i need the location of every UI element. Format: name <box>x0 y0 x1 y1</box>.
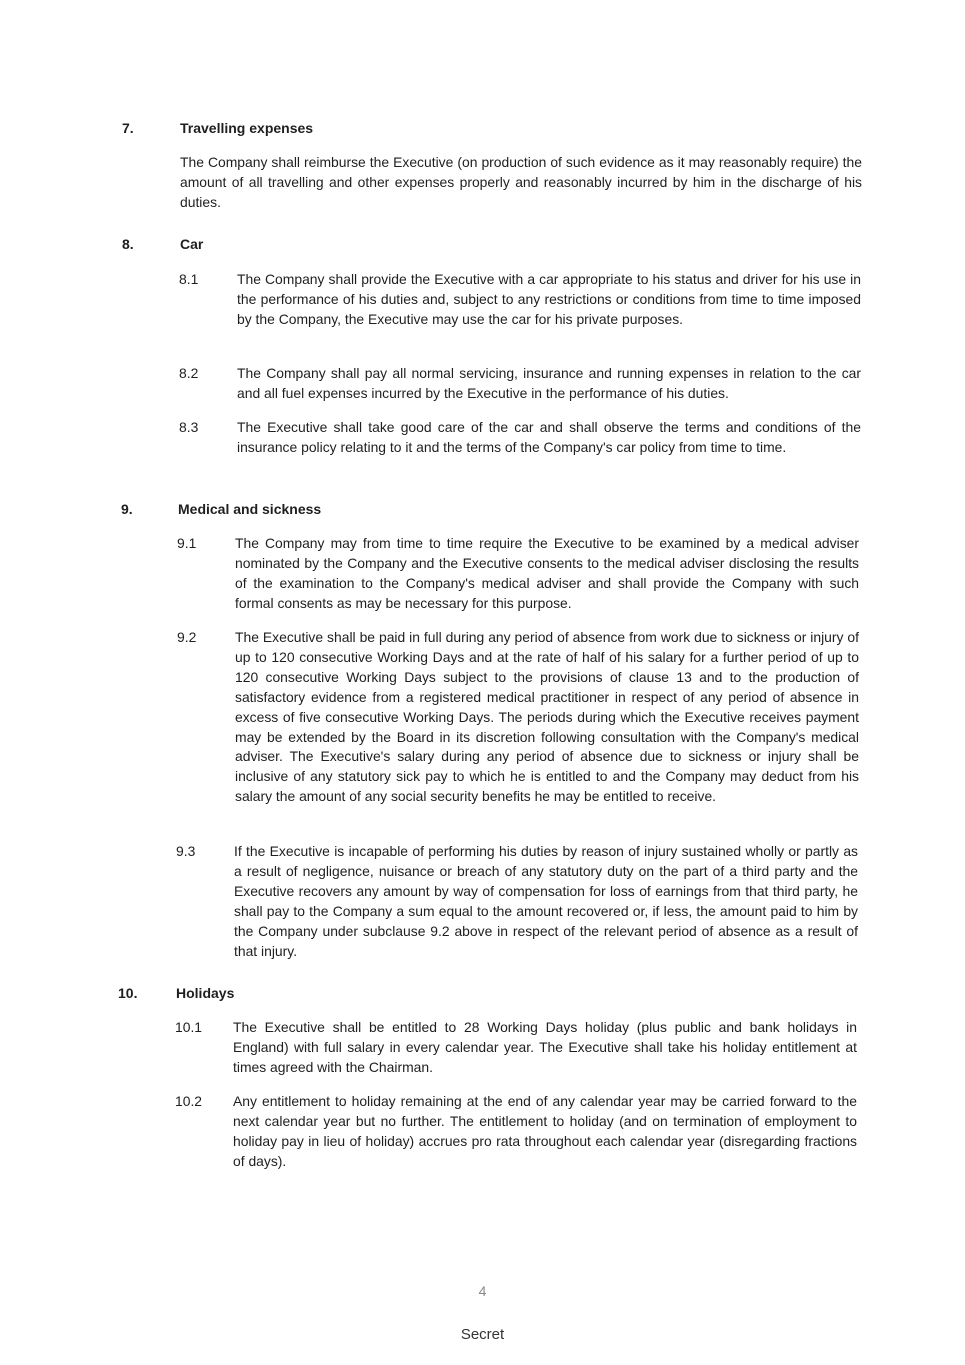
clause-9-3-text: If the Executive is incapable of performing his duties by reason of injury sustained wholly or partly as a result of negligence, nuisance or breach of any statutory duty on the part of a third party and the Executive recovers any amount by way of compensation for loss of earnings from that third party, he shall pay to the Company a sum equal to the amount recovered or, if less, the amount paid to him by the Company under subclause 9.2 above in respect of the relevant period of absence as a result of that injury. <box>234 843 858 959</box>
section-10-number: 10. <box>118 985 138 1001</box>
clause-8-3-number: 8.3 <box>179 419 199 435</box>
clause-8-1-number: 8.1 <box>179 271 199 287</box>
clause-10-1-text: The Executive shall be entitled to 28 Working Days holiday (plus public and bank holidays in England) with full salary in every calendar year. The Executive shall take his holiday entitlement at times agreed with the Chairman. <box>233 1019 857 1075</box>
section-9-heading: Medical and sickness <box>178 501 322 517</box>
section-8-number: 8. <box>122 236 134 252</box>
section-7-heading: Travelling expenses <box>180 120 314 136</box>
clause-8-3-text: The Executive shall take good care of the car and shall observe the terms and conditions of the insurance policy relating to it and the terms of the Company's car policy from time to time. <box>237 419 861 455</box>
section-10-heading: Holidays <box>176 985 235 1001</box>
clause-9-1-text: The Company may from time to time require the Executive to be examined by a medical adviser nominated by the Company and the Executive consents to the medical adviser disclosing the results of the examination to the Company's medical adviser and shall provide the Company with such formal consents as may be necessary for this purpose. <box>235 535 859 611</box>
clause-10-2-text: Any entitlement to holiday remaining at the end of any calendar year may be carried forward to the next calendar year but no further. The entitlement to holiday (and on termination of employment to holiday pay in lieu of holiday) accrues pro rata throughout each calendar year (disregarding fractions of days). <box>233 1093 857 1169</box>
section-9-number: 9. <box>121 501 133 517</box>
clause-9-1-number: 9.1 <box>177 535 197 551</box>
clause-9-2-number: 9.2 <box>177 629 197 645</box>
section-7-paragraph: The Company shall reimburse the Executive (on production of such evidence as it may reasonably require) the amount of all travelling and other expenses properly and reasonably incurred by him in the discharge of his duties. <box>180 154 862 210</box>
clause-10-2-number: 10.2 <box>175 1093 203 1109</box>
clause-9-3-number: 9.3 <box>176 843 196 859</box>
section-7-number: 7. <box>122 120 134 136</box>
clause-8-1-text: The Company shall provide the Executive with a car appropriate to his status and driver for his use in the performance of his duties and, subject to any restrictions or conditions from time to time imposed by the Company, the Executive may use the car for his private purposes. <box>237 271 861 327</box>
clause-10-1-number: 10.1 <box>175 1019 203 1035</box>
clause-8-2-text: The Company shall pay all normal servicing, insurance and running expenses in relation to the car and all fuel expenses incurred by the Executive in the performance of his duties. <box>237 365 861 401</box>
classification-label: Secret <box>460 1326 505 1343</box>
clause-9-2-text: The Executive shall be paid in full during any period of absence from work due to sickness or injury of up to 120 consecutive Working Days and at the rate of half of his salary for a further period of up to 120 consecutive Working Days subject to the provisions of clause 13 and to the production of satisfactory evidence from a registered medical practitioner in respect of any period of absence in excess of five consecutive Working Days. The periods during which the Executive receives payment may be extended by the Board in its discretion following consultation with the Company's medical adviser. The Executive's salary during any period of absence due to sickness or injury shall be inclusive of any statutory sick pay to which he is entitled to and the Company may deduct from his salary the amount of any social security benefits he may be entitled to receive. <box>235 629 859 805</box>
page-number: 4 <box>478 1283 487 1299</box>
section-8-heading: Car <box>180 236 204 252</box>
clause-8-2-number: 8.2 <box>179 365 199 381</box>
